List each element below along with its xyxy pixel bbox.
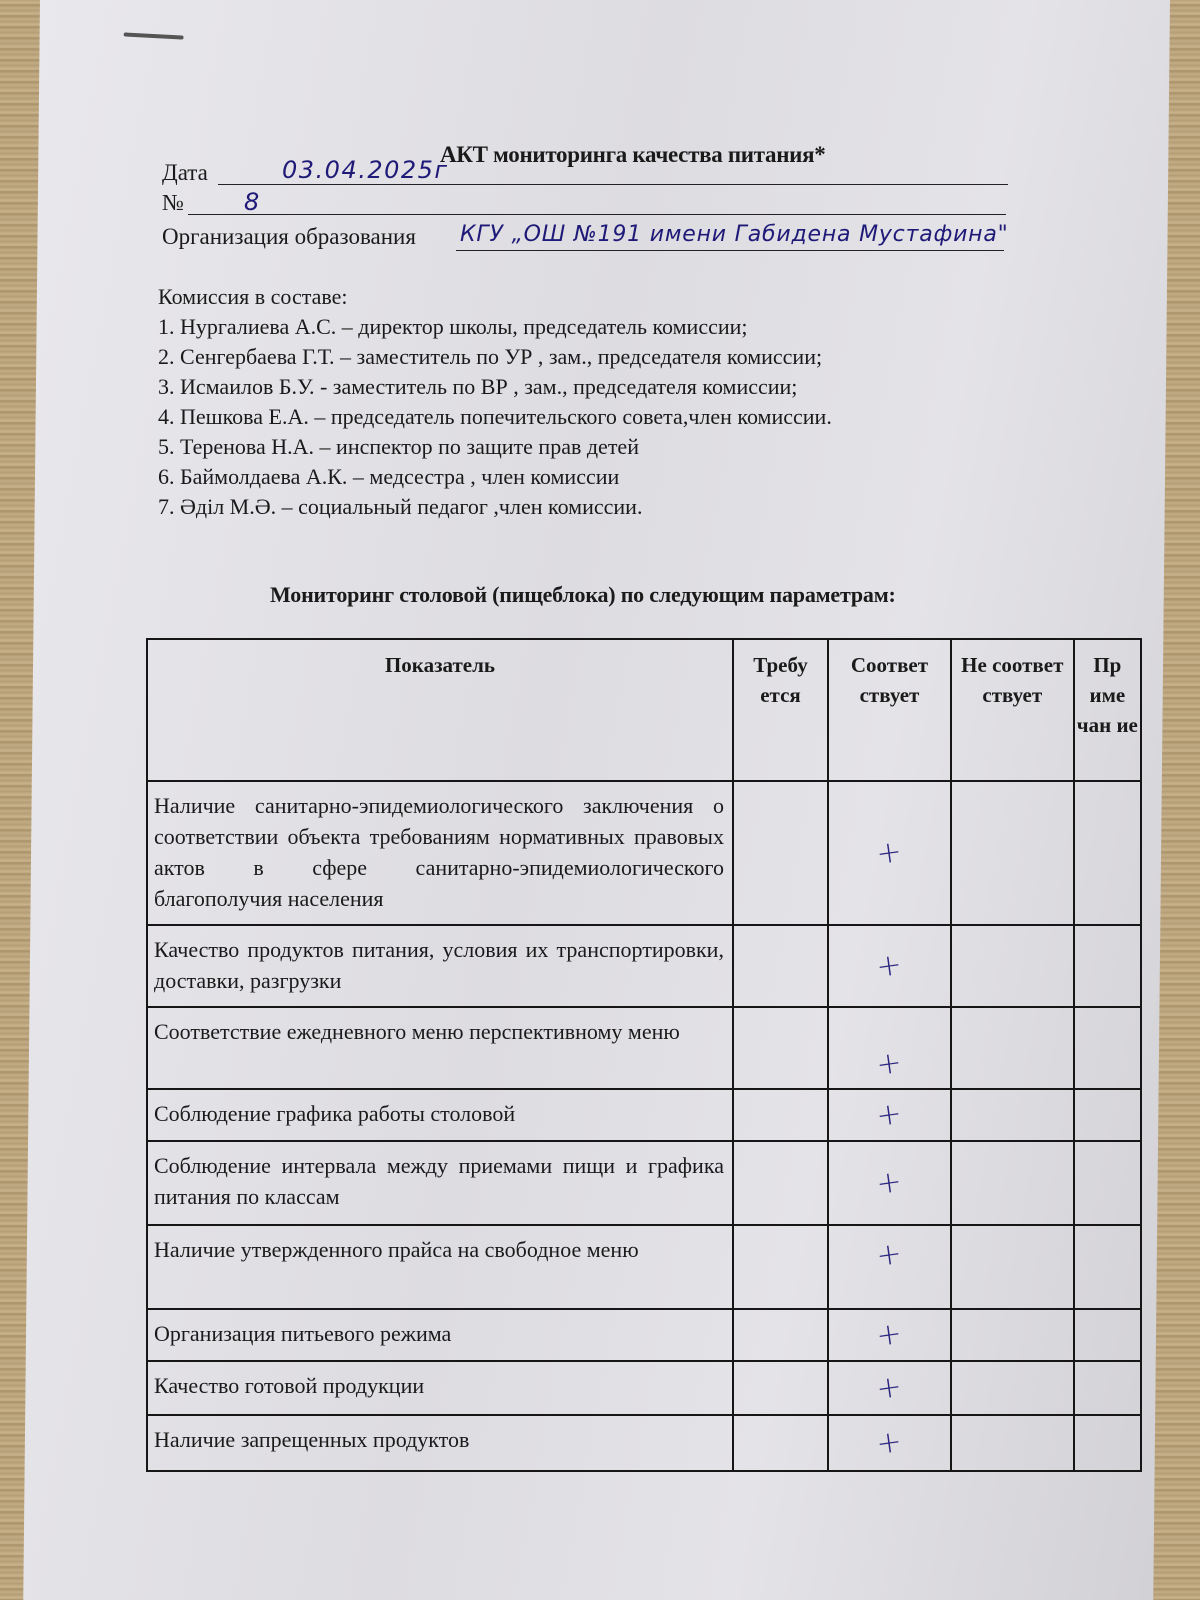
plus-mark-icon: + <box>874 1423 905 1463</box>
indicator-cell: Соответствие ежедневного меню перспективному меню <box>147 1007 733 1089</box>
indicator-cell: Наличие утвержденного прайса на свободное меню <box>147 1225 733 1309</box>
not-complies-cell[interactable] <box>951 1415 1074 1471</box>
table-row <box>147 781 1141 925</box>
monitoring-table <box>146 638 1142 1472</box>
indicator-cell: Качество продуктов питания, условия их транспортировки, доставки, разгрузки <box>147 925 733 1007</box>
table-row <box>147 1089 1141 1141</box>
number-value[interactable]: 8 <box>244 188 261 216</box>
pen-mark <box>124 32 184 39</box>
note-cell[interactable] <box>1074 781 1141 925</box>
indicator-cell: Наличие запрещенных продуктов <box>147 1415 733 1471</box>
organization-label: Организация образования <box>162 224 416 249</box>
not-complies-cell[interactable] <box>951 1225 1074 1309</box>
note-cell[interactable] <box>1074 1089 1141 1141</box>
date-label: Дата <box>162 160 208 185</box>
note-cell[interactable] <box>1074 1007 1141 1089</box>
note-cell[interactable] <box>1074 1141 1141 1225</box>
date-underline <box>218 184 1008 185</box>
header-required: Требу ется <box>733 639 828 781</box>
table-row <box>147 1007 1141 1089</box>
table-header-row <box>147 639 1141 781</box>
commission-member: 4. Пешкова Е.А. – председатель попечительского совета,член комиссии. <box>158 404 832 429</box>
plus-mark-icon: + <box>874 1044 905 1084</box>
plus-mark-icon: + <box>874 1163 905 1203</box>
not-complies-cell[interactable] <box>951 1007 1074 1089</box>
commission-member: 5. Теренова Н.А. – инспектор по защите прав детей <box>158 434 639 459</box>
plus-mark-icon: + <box>874 1095 905 1135</box>
organization-value[interactable]: КГУ „ОШ №191 имени Габидена Мустафина" <box>460 222 1009 247</box>
table-row <box>147 1361 1141 1415</box>
commission-heading: Комиссия в составе: <box>158 284 348 309</box>
section-title: Мониторинг столовой (пищеблока) по следующим параметрам: <box>270 582 896 607</box>
not-complies-cell[interactable] <box>951 1309 1074 1361</box>
required-cell[interactable] <box>733 1361 828 1415</box>
required-cell[interactable] <box>733 925 828 1007</box>
table-row <box>147 1415 1141 1471</box>
not-complies-cell[interactable] <box>951 925 1074 1007</box>
note-cell[interactable] <box>1074 1361 1141 1415</box>
table-row <box>147 925 1141 1007</box>
plus-mark-icon: + <box>874 1235 905 1274</box>
required-cell[interactable] <box>733 1007 828 1089</box>
complies-cell[interactable] <box>828 781 951 925</box>
note-cell[interactable] <box>1074 1309 1141 1361</box>
note-cell[interactable] <box>1074 1225 1141 1309</box>
commission-member: 2. Сенгербаева Г.Т. – заместитель по УР , зам., председателя комиссии; <box>158 344 823 369</box>
required-cell[interactable] <box>733 1415 828 1471</box>
plus-mark-icon: + <box>874 833 905 873</box>
commission-member: 1. Нургалиева А.С. – директор школы, председатель комиссии; <box>158 314 748 339</box>
not-complies-cell[interactable] <box>951 1361 1074 1415</box>
header-indicator: Показатель <box>147 639 733 781</box>
header-not-complies: Не соответ ствует <box>951 639 1074 781</box>
plus-mark-icon: + <box>874 1315 905 1355</box>
commission-member: 6. Баймолдаева А.К. – медсестра , член комиссии <box>158 464 620 489</box>
plus-mark-icon: + <box>874 946 905 986</box>
complies-cell[interactable] <box>828 1309 951 1361</box>
commission-list <box>158 282 832 522</box>
table-row <box>147 1309 1141 1361</box>
not-complies-cell[interactable] <box>951 1141 1074 1225</box>
complies-cell[interactable] <box>828 1089 951 1141</box>
complies-cell[interactable] <box>828 1007 951 1089</box>
required-cell[interactable] <box>733 1225 828 1309</box>
plus-mark-icon: + <box>874 1368 905 1408</box>
indicator-cell: Соблюдение интервала между приемами пищи и графика питания по классам <box>147 1141 733 1225</box>
required-cell[interactable] <box>733 1089 828 1141</box>
commission-member: 3. Исмаилов Б.У. - заместитель по ВР , зам., председателя комиссии; <box>158 374 798 399</box>
table-row <box>147 1225 1141 1309</box>
date-value[interactable]: 03.04.2025г <box>282 156 449 184</box>
note-cell[interactable] <box>1074 925 1141 1007</box>
required-cell[interactable] <box>733 1141 828 1225</box>
complies-cell[interactable] <box>828 925 951 1007</box>
required-cell[interactable] <box>733 781 828 925</box>
table-row <box>147 1141 1141 1225</box>
required-cell[interactable] <box>733 1309 828 1361</box>
document-title: АКТ мониторинга качества питания* <box>440 142 826 167</box>
indicator-cell: Качество готовой продукции <box>147 1361 733 1415</box>
complies-cell[interactable] <box>828 1361 951 1415</box>
header-note: Пр име чан ие <box>1074 639 1141 781</box>
complies-cell[interactable] <box>828 1141 951 1225</box>
note-cell[interactable] <box>1074 1415 1141 1471</box>
complies-cell[interactable] <box>828 1225 951 1309</box>
not-complies-cell[interactable] <box>951 781 1074 925</box>
organization-underline <box>456 250 1004 251</box>
commission-member: 7. Әділ М.Ә. – социальный педагог ,член комиссии. <box>158 494 643 519</box>
complies-cell[interactable] <box>828 1415 951 1471</box>
indicator-cell: Соблюдение графика работы столовой <box>147 1089 733 1141</box>
number-underline <box>188 214 1006 215</box>
indicator-cell: Наличие санитарно-эпидемиологического заключения о соответствии объекта требованиям нормативных правовых актов в сфере санитарно-эпидемиологического благополучия населения <box>147 781 733 925</box>
header-complies: Соответ ствует <box>828 639 951 781</box>
number-label: № <box>162 190 184 215</box>
indicator-cell: Организация питьевого режима <box>147 1309 733 1361</box>
not-complies-cell[interactable] <box>951 1089 1074 1141</box>
